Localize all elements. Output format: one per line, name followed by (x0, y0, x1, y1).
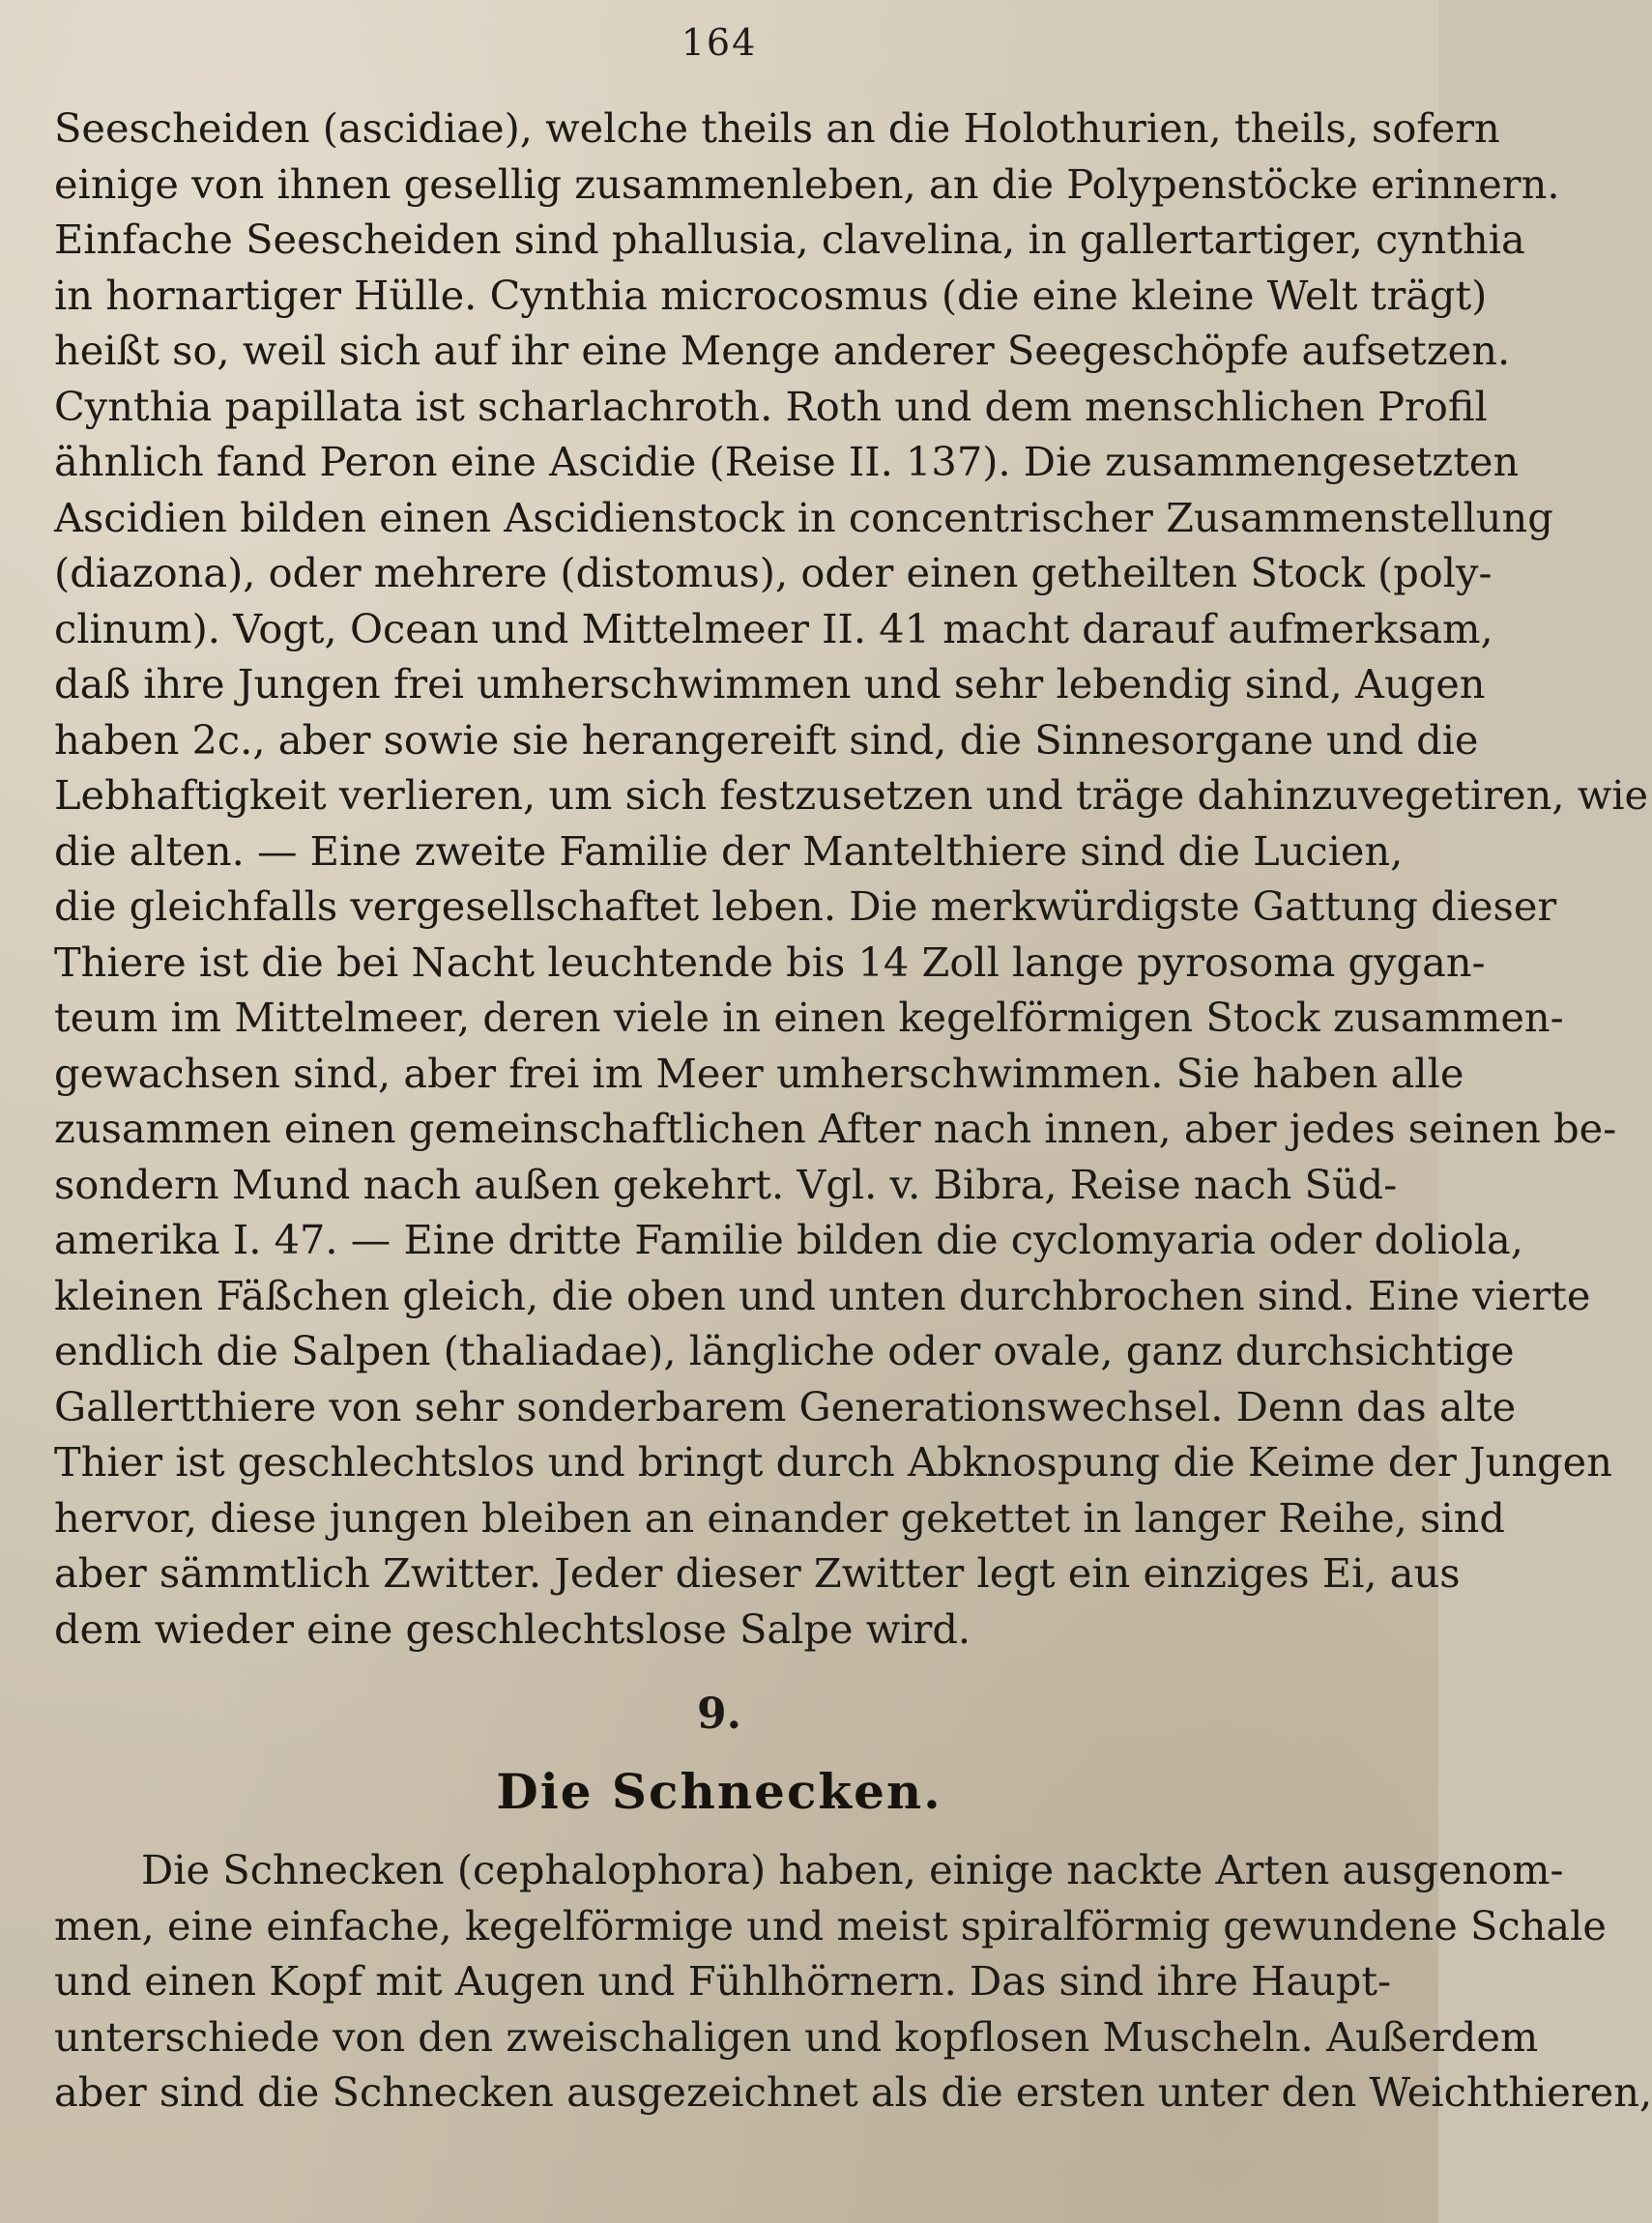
text-line: dem wieder eine geschlechtslose Salpe wird. (54, 1604, 971, 1653)
text-line: Gallertthiere von sehr sonderbarem Generationswechsel. Denn das alte (54, 1382, 1517, 1430)
text-line: unterschiede von den zweischaligen und kopflosen Muscheln. Außerdem (54, 2012, 1539, 2061)
section-number: 9. (697, 1689, 741, 1739)
section-title: Die Schnecken. (496, 1763, 942, 1820)
text-line: und einen Kopf mit Augen und Fühlhörnern. Das sind ihre Haupt- (54, 1957, 1392, 2005)
text-line: Einfache Seescheiden sind phallusia, clavelina, in gallertartiger, cynthia (54, 216, 1525, 263)
text-line: clinum). Vogt, Ocean und Mittelmeer II. 41 macht darauf aufmerksam, (54, 604, 1493, 652)
text-line: Lebhaftigkeit verlieren, um sich festzusetzen und träge dahinzuvegetiren, wie (54, 771, 1649, 819)
paragraph-ascidians (54, 101, 1649, 1657)
text-line: daß ihre Jungen frei umherschwimmen und sehr lebendig sind, Augen (54, 660, 1486, 707)
text-line: hervor, diese jungen bleiben an einander gekettet in langer Reihe, sind (54, 1493, 1505, 1542)
paragraph-snails (54, 1842, 1652, 2121)
text-line: heißt so, weil sich auf ihr eine Menge anderer Seegeschöpfe aufsetzen. (54, 327, 1511, 374)
text-line: einige von ihnen gesellig zusammenleben, an die Polypenstöcke erinnern. (54, 159, 1560, 208)
text-line: die alten. — Eine zweite Familie der Mantelthiere sind die Lucien, (54, 826, 1404, 875)
text-line: Thier ist geschlechtslos und bringt durch Abknospung die Keime der Jungen (54, 1438, 1612, 1486)
text-line: teum im Mittelmeer, deren viele in einen kegelförmigen Stock zusammen- (54, 994, 1564, 1041)
text-line: Die Schnecken (cephalophora) haben, einige nackte Arten ausgenom- (141, 1846, 1564, 1893)
text-line: zusammen einen gemeinschaftlichen After nach innen, aber jedes seinen be- (54, 1105, 1617, 1152)
text-line: ähnlich fand Peron eine Ascidie (Reise II. 137). Die zusammengesetzten (54, 438, 1520, 485)
text-line: Ascidien bilden einen Ascidienstock in concentrischer Zusammenstellung (54, 493, 1553, 541)
page-number: 164 (681, 21, 758, 64)
text-line: amerika I. 47. — Eine dritte Familie bilden die cyclomyaria oder doliola, (54, 1216, 1523, 1263)
text-line: men, eine einfache, kegelförmige und meist spiralförmig gewundene Schale (54, 1901, 1607, 1949)
text-line: (diazona), oder mehrere (distomus), oder einen getheilten Stock (poly- (54, 549, 1493, 596)
text-line: die gleichfalls vergesellschaftet leben. Die merkwürdigste Gattung dieser (54, 882, 1557, 930)
text-line: endlich die Salpen (thaliadae), längliche oder ovale, ganz durchsichtige (54, 1327, 1515, 1374)
text-line: aber sind die Schnecken ausgezeichnet als die ersten unter den Weichthieren, (54, 2068, 1652, 2116)
text-line: gewachsen sind, aber frei im Meer umherschwimmen. Sie haben alle (54, 1049, 1464, 1097)
text-line: Cynthia papillata ist scharlachroth. Roth und dem menschlichen Profil (54, 382, 1488, 430)
text-line: kleinen Fäßchen gleich, die oben und unten durchbrochen sind. Eine vierte (54, 1271, 1591, 1319)
text-line: haben 2c., aber sowie sie herangereift sind, die Sinnesorgane und die (54, 715, 1479, 764)
text-line: Thiere ist die bei Nacht leuchtende bis 14 Zoll lange pyrosoma gygan- (54, 938, 1486, 986)
text-line: sondern Mund nach außen gekehrt. Vgl. v. Bibra, Reise nach Süd- (54, 1160, 1398, 1208)
text-line: aber sämmtlich Zwitter. Jeder dieser Zwitter legt ein einziges Ei, aus (54, 1549, 1461, 1597)
text-line: in hornartiger Hülle. Cynthia microcosmus (die eine kleine Welt trägt) (54, 271, 1488, 319)
text-line: Seescheiden (ascidiae), welche theils an die Holothurien, theils, sofern (54, 104, 1500, 152)
